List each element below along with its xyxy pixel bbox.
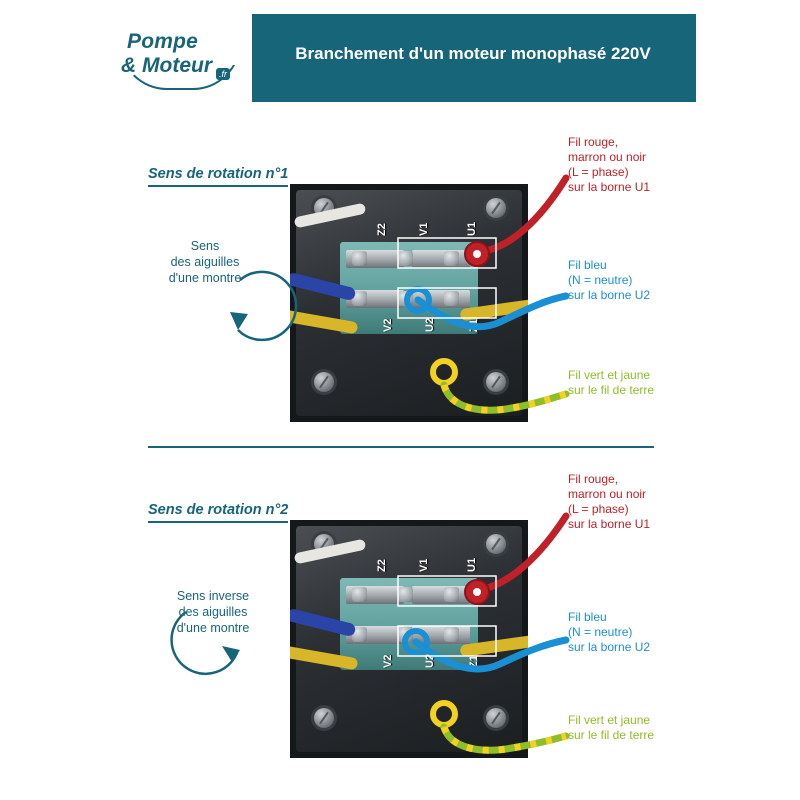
callout-blue-2-l3: sur la borne U2 xyxy=(568,640,651,654)
terminal-nut xyxy=(398,251,413,266)
plate-screw xyxy=(486,372,506,392)
plate-screw xyxy=(314,708,334,728)
logo-line1: Pompe xyxy=(127,30,199,53)
plate-screw xyxy=(486,708,506,728)
callout-red-2-l4: sur la borne U1 xyxy=(568,517,651,531)
terminal-label: U2 xyxy=(424,317,436,332)
logo xyxy=(104,14,252,102)
terminal-nut xyxy=(444,587,459,602)
callout-green-1-l1: Fil vert et jaune xyxy=(568,368,651,382)
rotation-label-1 xyxy=(150,238,260,286)
callout-red-1-l1: Fil rouge, xyxy=(568,135,619,149)
terminal-nut xyxy=(352,251,367,266)
callout-blue-1 xyxy=(568,258,650,303)
callout-green-2-l2: sur le fil de terre xyxy=(568,728,655,742)
terminal-block-2 xyxy=(340,578,478,670)
motor-terminal-photo-2 xyxy=(290,520,528,758)
terminal-label: Z1 xyxy=(468,319,480,332)
terminal-nut xyxy=(398,587,413,602)
terminal-label: U1 xyxy=(466,557,478,572)
rotation-label-1-line1: Sens xyxy=(190,239,220,253)
callout-red-2 xyxy=(568,472,650,532)
section-1-title: Sens de rotation n°1 xyxy=(148,166,288,187)
terminal-label: Z2 xyxy=(376,559,388,572)
plate-screw xyxy=(486,198,506,218)
terminal-label: U1 xyxy=(466,221,478,236)
terminal-nut xyxy=(398,291,413,306)
callout-green-1 xyxy=(568,368,654,398)
section-divider xyxy=(148,446,654,448)
terminal-block-1 xyxy=(340,242,478,334)
terminal-label: V2 xyxy=(382,318,394,332)
link-bar xyxy=(412,250,470,268)
plate-screw xyxy=(486,534,506,554)
rotation-label-2 xyxy=(148,588,278,636)
callout-red-1-l2: marron ou noir xyxy=(568,150,647,164)
terminal-nut xyxy=(444,291,459,306)
rotation-arrow-2-head xyxy=(222,646,240,662)
callout-red-1-l3: (L = phase) xyxy=(568,165,629,179)
callout-green-1-l2: sur le fil de terre xyxy=(568,383,655,397)
callout-blue-2-l2: (N = neutre) xyxy=(568,625,633,639)
callout-red-1 xyxy=(568,135,650,195)
callout-red-2-l3: (L = phase) xyxy=(568,502,629,516)
rotation-label-2-line2: des aiguilles xyxy=(178,605,248,619)
rotation-label-1-line2: des aiguilles xyxy=(170,255,240,269)
callout-blue-2 xyxy=(568,610,650,655)
terminal-nut xyxy=(352,587,367,602)
rotation-label-2-line3: d'une montre xyxy=(176,621,250,635)
logo-tld: .fr xyxy=(216,68,230,80)
terminal-label: V2 xyxy=(382,654,394,668)
section-2-title: Sens de rotation n°2 xyxy=(148,502,288,523)
terminal-nut xyxy=(444,627,459,642)
callout-red-2-l2: marron ou noir xyxy=(568,487,647,501)
callout-blue-1-l1: Fil bleu xyxy=(568,258,607,272)
terminal-label: V1 xyxy=(418,558,430,572)
link-bar xyxy=(412,626,470,644)
callout-red-2-l1: Fil rouge, xyxy=(568,472,619,486)
callout-blue-1-l2: (N = neutre) xyxy=(568,273,633,287)
terminal-nut xyxy=(398,627,413,642)
terminal-label: U2 xyxy=(424,653,436,668)
logo-line2: & Moteur xyxy=(121,54,212,77)
motor-terminal-photo-1 xyxy=(290,184,528,422)
link-bar xyxy=(412,586,470,604)
callout-blue-1-l3: sur la borne U2 xyxy=(568,288,651,302)
terminal-label: Z2 xyxy=(376,223,388,236)
rotation-label-2-line1: Sens inverse xyxy=(176,589,250,603)
callout-blue-2-l1: Fil bleu xyxy=(568,610,607,624)
terminal-label: V1 xyxy=(418,222,430,236)
rotation-label-1-line3: d'une montre xyxy=(168,271,242,285)
terminal-label: Z1 xyxy=(468,655,480,668)
callout-green-2 xyxy=(568,713,654,743)
plate-screw xyxy=(314,372,334,392)
link-bar xyxy=(412,290,470,308)
callout-green-2-l1: Fil vert et jaune xyxy=(568,713,651,727)
terminal-nut xyxy=(444,251,459,266)
rotation-arrow-1-head xyxy=(230,312,248,330)
page-title: Branchement d'un moteur monophasé 220V xyxy=(295,44,651,63)
callout-red-1-l4: sur la borne U1 xyxy=(568,180,651,194)
